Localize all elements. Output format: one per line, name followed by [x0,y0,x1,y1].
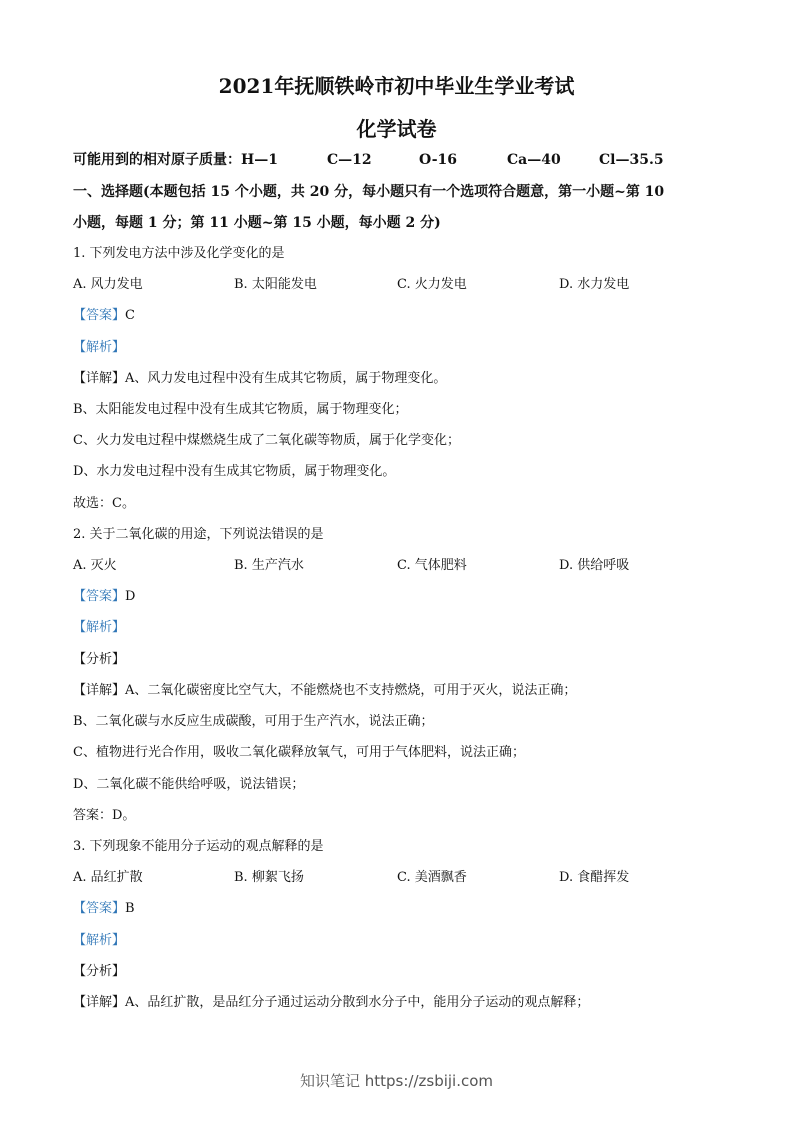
question-3-analysis-label: 【解析】 [73,933,126,948]
atomic-mass-label: 可能用到的相对原子质量： [73,152,241,168]
question-3-detail: 【详解】A、品红扩散，是品红分子通过运动分散到水分子中，能用分子运动的观点解释； [73,995,590,1010]
answer-value: C [125,308,135,323]
question-1-option-b: B. 太阳能发电 [234,277,317,292]
document-subtitle: 化学试卷 [356,117,437,141]
document-title: 2021年抚顺铁岭市初中毕业生学业考试 [218,74,575,98]
question-1-answer [73,307,135,325]
question-2-answer [73,588,135,606]
question-1-stem: 1. 下列发电方法中涉及化学变化的是 [73,246,285,261]
answer-value: D [125,589,136,604]
question-3-option-a: A. 品红扩散 [73,870,143,885]
question-2-stem: 2. 关于二氧化碳的用途，下列说法错误的是 [73,527,324,542]
question-1-option-c: C. 火力发电 [397,277,467,292]
question-2-detail: D、二氧化碳不能供给呼吸，说法错误； [73,777,305,792]
atomic-mass-item: Ca—40 [507,152,561,168]
question-3-option-b: B. 柳絮飞扬 [234,870,304,885]
answer-label: 【答案】 [73,589,126,604]
question-2-option-d: D. 供给呼吸 [559,558,630,573]
question-3-stem: 3. 下列现象不能用分子运动的观点解释的是 [73,839,324,854]
question-1-detail: 【详解】A、风力发电过程中没有生成其它物质，属于物理变化。 [73,371,447,386]
atomic-mass-item: C—12 [327,152,372,168]
section-heading-line1: 一、选择题(本题包括 15 个小题，共 20 分，每小题只有一个选项符合题意，第一小题~第 10 [73,184,665,200]
question-2-conclusion: 答案：D。 [73,808,136,823]
question-2-option-b: B. 生产汽水 [234,558,304,573]
question-3-fenxi-label: 【分析】 [73,964,126,979]
question-1-detail: C、火力发电过程中煤燃烧生成了二氧化碳等物质，属于化学变化； [73,433,460,448]
atomic-mass-item: H—1 [241,152,278,168]
section-heading-line2: 小题，每题 1 分；第 11 小题~第 15 小题，每小题 2 分) [73,215,441,231]
question-1-detail: B、太阳能发电过程中没有生成其它物质，属于物理变化； [73,402,408,417]
question-1-analysis-label: 【解析】 [73,340,126,355]
question-2-option-c: C. 气体肥料 [397,558,467,573]
answer-label: 【答案】 [73,308,126,323]
atomic-mass-item: O-16 [419,152,458,168]
atomic-mass-item: Cl—35.5 [599,152,664,168]
question-1-option-d: D. 水力发电 [559,277,630,292]
atomic-mass-line [73,151,664,169]
question-3-answer [73,900,135,918]
question-2-detail: 【详解】A、二氧化碳密度比空气大，不能燃烧也不支持燃烧，可用于灭火，说法正确； [73,683,577,698]
question-1-detail: D、水力发电过程中没有生成其它物质，属于物理变化。 [73,464,396,479]
question-2-detail: B、二氧化碳与水反应生成碳酸，可用于生产汽水，说法正确； [73,714,434,729]
question-2-option-a: A. 灭火 [73,558,117,573]
question-2-analysis-label: 【解析】 [73,620,126,635]
question-3-option-c: C. 美酒飘香 [397,870,467,885]
answer-value: B [125,901,135,916]
question-2-fenxi-label: 【分析】 [73,652,126,667]
answer-label: 【答案】 [73,901,126,916]
question-1-option-a: A. 风力发电 [73,277,143,292]
question-1-conclusion: 故选：C。 [73,496,135,511]
question-2-detail: C、植物进行光合作用，吸收二氧化碳释放氧气，可用于气体肥料，说法正确； [73,745,525,760]
question-3-option-d: D. 食醋挥发 [559,870,630,885]
footer-watermark[interactable]: 知识笔记 https://zsbiji.com [299,1072,494,1090]
